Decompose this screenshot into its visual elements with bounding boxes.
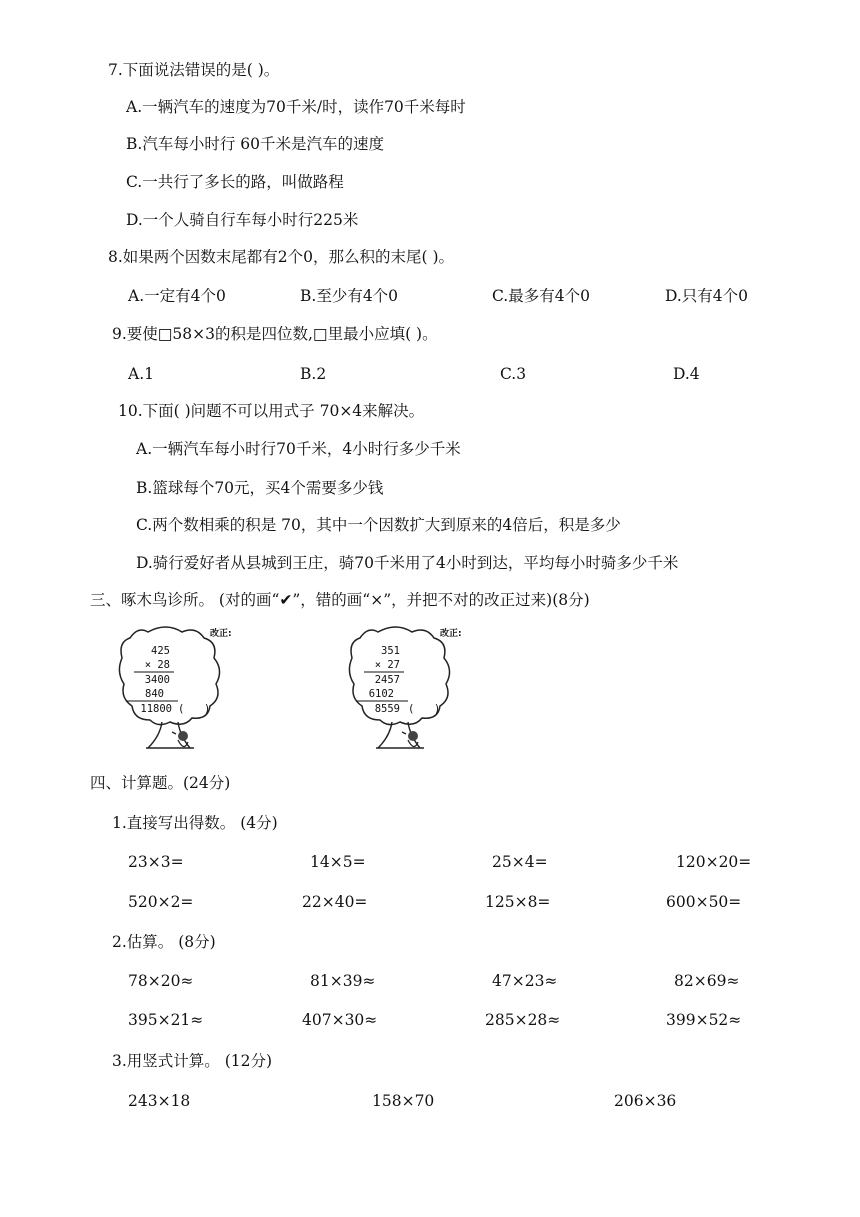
calc-1-2: 14×5= [310,853,366,871]
section3-title: 三、啄木鸟诊所。 (对的画“✔”，错的画“×”，并把不对的改正过来)(8分) [90,591,590,609]
tree1-row-5: 11800 [140,703,172,715]
q10-option-b: B.篮球每个70元，买4个需要多少钱 [136,479,384,497]
calc-1-1: 23×3= [128,853,184,871]
svg-text:): ) [204,703,211,715]
q8-option-c: C.最多有4个0 [492,287,590,305]
q9-option-d: D.4 [673,365,700,383]
tree1-row-2: × 28 [144,659,170,671]
part1-title: 1.直接写出得数。 (4分) [112,814,278,832]
q8-stem: 8.如果两个因数末尾都有2个0，那么积的末尾( )。 [108,248,455,266]
q9-stem: 9.要使□58×3的积是四位数,□里最小应填( )。 [112,325,438,343]
estimate-7: 285×28≈ [485,1011,561,1029]
section4-title: 四、计算题。(24分) [90,774,231,792]
q9-option-b: B.2 [300,365,327,383]
vertical-calc-2: 158×70 [372,1092,435,1110]
q9-option-c: C.3 [500,365,527,383]
calc-1-5: 520×2= [128,893,194,911]
estimate-4: 82×69≈ [674,972,740,990]
woodpecker-tree-1 [118,624,226,754]
calc-1-6: 22×40= [302,893,368,911]
q10-option-c: C.两个数相乘的积是 70，其中一个因数扩大到原来的4倍后，积是多少 [136,516,621,534]
q7-stem: 7.下面说法错误的是( )。 [108,61,280,79]
calc-1-8: 600×50= [666,893,742,911]
estimate-8: 399×52≈ [666,1011,742,1029]
q8-option-d: D.只有4个0 [665,287,749,305]
q10-option-d: D.骑行爱好者从县城到王庄，骑70千米用了4小时到达，平均每小时骑多少千米 [136,554,679,572]
estimate-3: 47×23≈ [492,972,558,990]
tree2-row-1: 351 [381,645,400,657]
tree2-row-4: 6102 [368,688,394,700]
calc-1-7: 125×8= [485,893,551,911]
tree1-correction-label [208,626,248,640]
q8-option-b: B.至少有4个0 [300,287,399,305]
tree2-row-2: × 27 [374,659,400,671]
calc-1-3: 25×4= [492,853,548,871]
svg-text:改正:: 改正: [440,629,462,639]
q7-option-a: A.一辆汽车的速度为70千米/时，读作70千米每时 [126,98,466,116]
q7-option-d: D.一个人骑自行车每小时行225米 [126,211,359,229]
q8-option-a: A.一定有4个0 [128,287,226,305]
estimate-5: 395×21≈ [128,1011,204,1029]
q9-option-a: A.1 [128,365,154,383]
estimate-6: 407×30≈ [302,1011,378,1029]
tree-icon [118,624,226,754]
svg-text:(: ( [408,703,415,715]
q10-option-a: A.一辆汽车每小时行70千米，4小时行多少千米 [136,440,461,458]
part3-title: 3.用竖式计算。 (12分) [112,1052,273,1070]
calc-1-4: 120×20= [676,853,752,871]
q7-option-c: C.一共行了多长的路，叫做路程 [126,173,344,191]
tree1-row-3: 3400 [144,674,170,686]
estimate-1: 78×20≈ [128,972,194,990]
tree2-row-3: 2457 [374,674,400,686]
svg-text:): ) [434,703,441,715]
woodpecker-tree-2 [348,624,456,754]
tree2-correction-label [438,626,478,640]
part2-title: 2.估算。 (8分) [112,933,216,951]
vertical-calc-1: 243×18 [128,1092,191,1110]
q7-option-b: B.汽车每小时行 60千米是汽车的速度 [126,135,384,153]
svg-text:(: ( [178,703,185,715]
tree-icon [348,624,456,754]
svg-text:改正:: 改正: [210,629,232,639]
vertical-calc-3: 206×36 [614,1092,677,1110]
tree2-row-5: 8559 [374,703,400,715]
q10-stem: 10.下面( )问题不可以用式子 70×4来解决。 [118,402,425,420]
estimate-2: 81×39≈ [310,972,376,990]
tree1-row-4: 840 [145,688,164,700]
tree1-row-1: 425 [151,645,170,657]
